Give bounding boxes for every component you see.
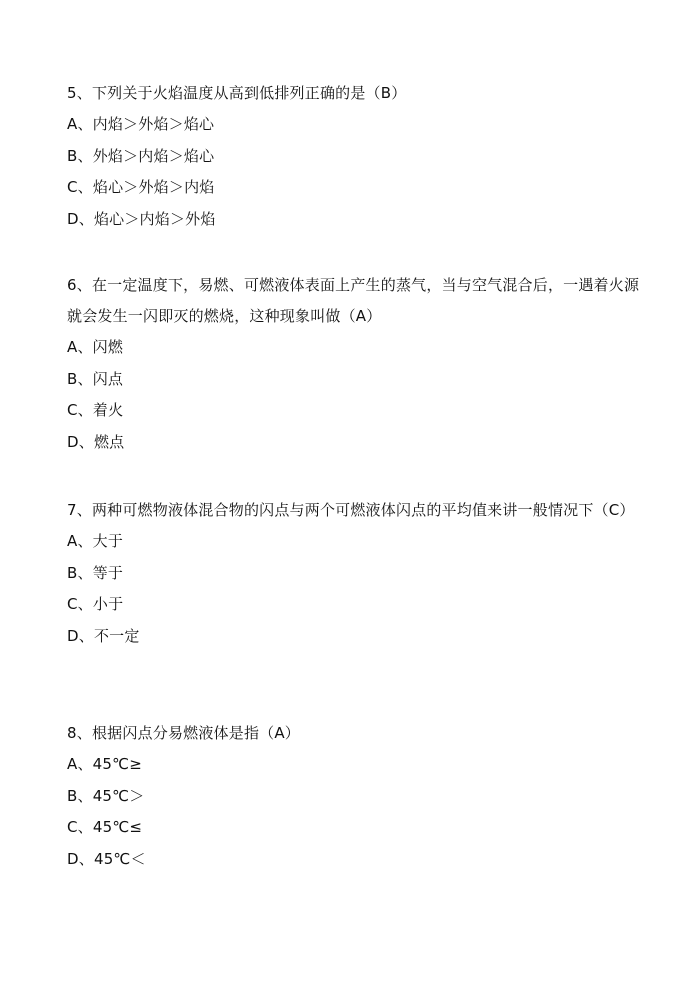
option-c: C、小于 bbox=[67, 595, 124, 613]
option-b: B、45℃＞ bbox=[67, 786, 145, 805]
option-a: A、闪燃 bbox=[67, 338, 124, 356]
option-d: D、不一定 bbox=[67, 626, 140, 645]
option-a: A、45℃≥ bbox=[67, 755, 142, 773]
question-7 bbox=[67, 495, 647, 652]
question-stem: 7、两种可燃物液体混合物的闪点与两个可燃液体闪点的平均值来讲一般情况下（C） bbox=[67, 501, 635, 519]
option-c: C、45℃≤ bbox=[67, 818, 143, 836]
option-a: A、内焰＞外焰＞焰心 bbox=[67, 115, 215, 133]
question-stem: 5、下列关于火焰温度从高到低排列正确的是（B） bbox=[67, 84, 407, 102]
option-d: D、燃点 bbox=[67, 432, 125, 451]
question-stem: 8、根据闪点分易燃液体是指（A） bbox=[67, 724, 301, 742]
option-d: D、焰心＞内焰＞外焰 bbox=[67, 209, 216, 228]
option-a: A、大于 bbox=[67, 532, 124, 550]
question-8 bbox=[67, 718, 647, 875]
question-6 bbox=[67, 270, 647, 458]
option-b: B、闪点 bbox=[67, 369, 124, 388]
option-c: C、焰心＞外焰＞内焰 bbox=[67, 178, 215, 196]
option-b: B、外焰＞内焰＞焰心 bbox=[67, 146, 215, 165]
question-5 bbox=[67, 78, 647, 235]
option-b: B、等于 bbox=[67, 563, 124, 582]
option-c: C、着火 bbox=[67, 401, 124, 419]
question-stem: 6、在一定温度下，易燃、可燃液体表面上产生的蒸气，当与空气混合后，一遇着火源就会发生一闪即灭的燃烧，这种现象叫做（A） bbox=[67, 276, 640, 325]
option-d: D、45℃＜ bbox=[67, 849, 146, 868]
